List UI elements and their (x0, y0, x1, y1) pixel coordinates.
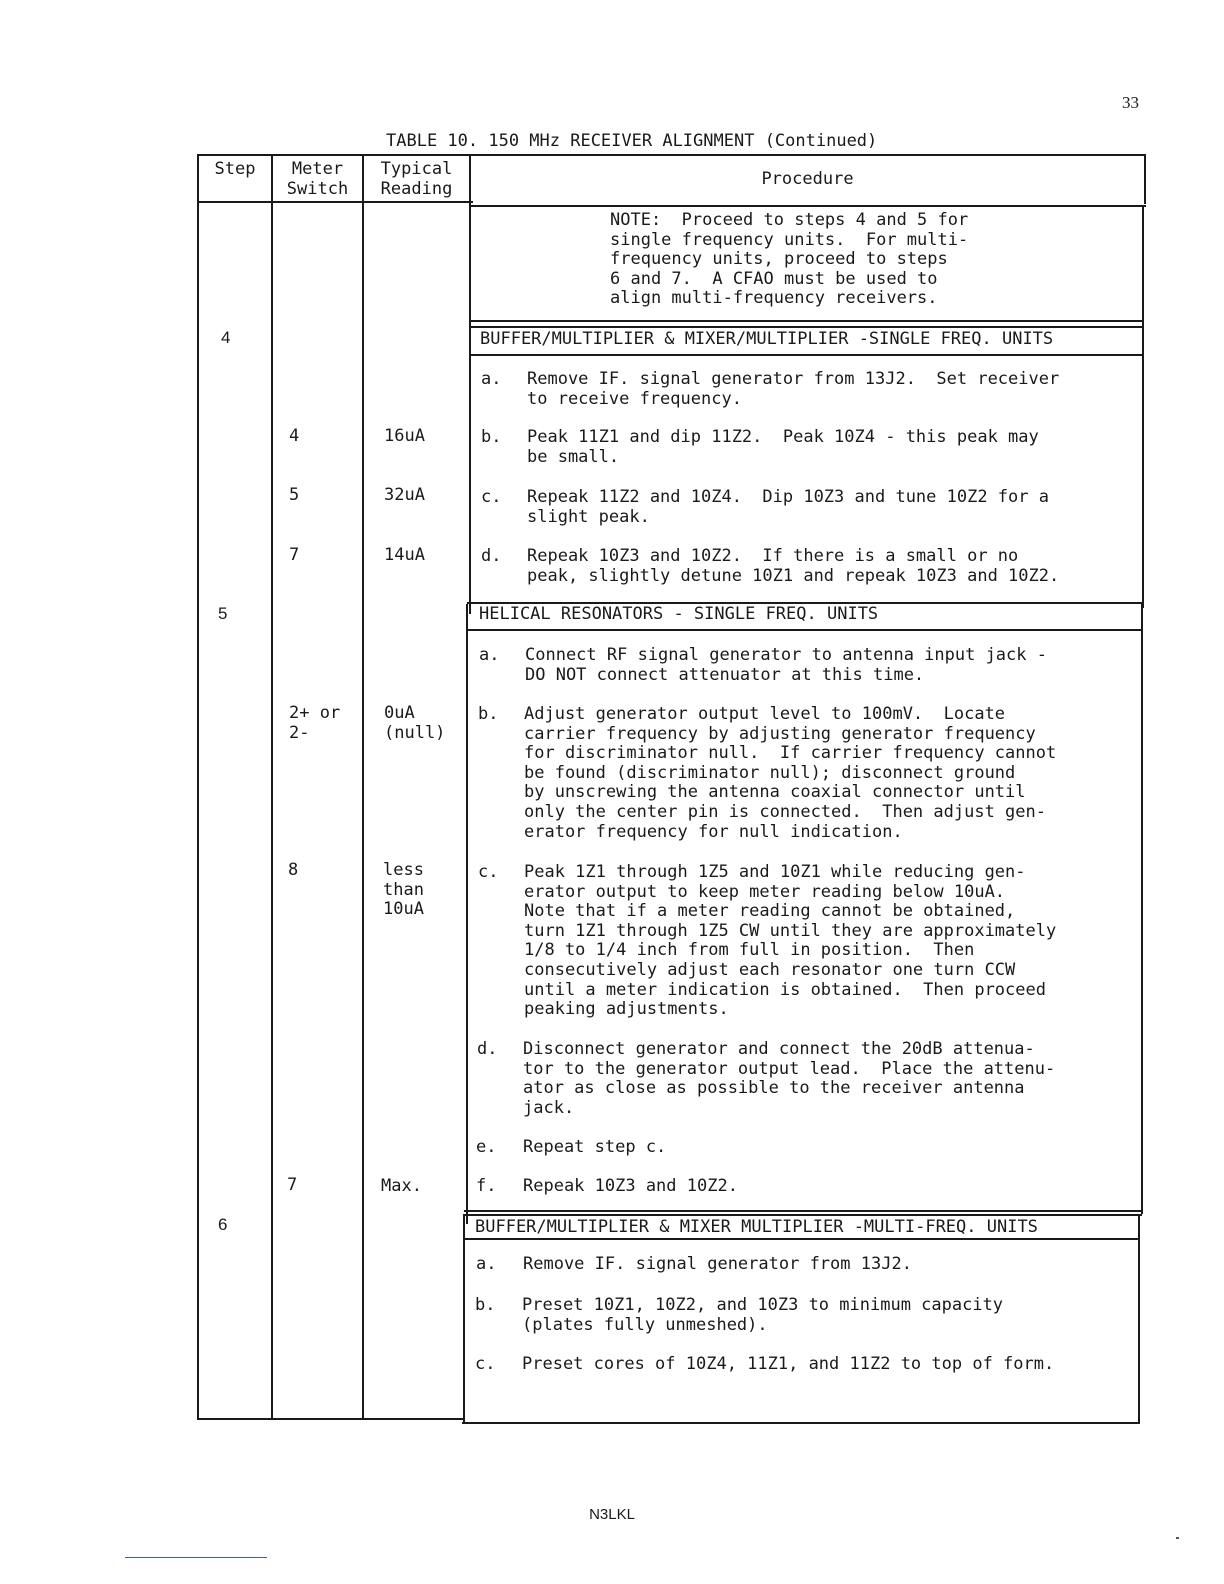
header-procedure: Procedure (761, 169, 854, 189)
s5-f-letter: f. (476, 1176, 497, 1196)
s5-d-text: Disconnect generator and connect the 20dB attenua- tor to the generator output lead. Place the attenu- ator as close as possible to the receiver antenna jack. (523, 1039, 1056, 1118)
s6-c-letter: c. (475, 1354, 496, 1374)
s6-c-text: Preset cores of 10Z4, 11Z1, and 11Z2 to top of form. (522, 1354, 1055, 1374)
s5-b-meter: 2+ or 2- (289, 703, 341, 743)
table-bottom-border-left (197, 1418, 464, 1420)
s4-b-letter: b. (481, 427, 502, 447)
s5-c-letter: c. (478, 862, 499, 882)
s4-d-meter: 7 (289, 545, 300, 565)
s4-b-text: Peak 11Z1 and dip 11Z2. Peak 10Z4 - this peak may be small. (527, 427, 1039, 467)
s4-c-text: Repeak 11Z2 and 10Z4. Dip 10Z3 and tune 10Z2 for a slight peak. (527, 487, 1049, 527)
header-divider-right (471, 205, 1146, 207)
header-divider-left (197, 201, 473, 203)
s5-a-letter: a. (479, 645, 500, 665)
right-border-s4 (1142, 320, 1144, 608)
s5-f-text: Repeak 10Z3 and 10Z2. (523, 1176, 738, 1196)
s6-b-letter: b. (475, 1295, 496, 1315)
note-text: NOTE: Proceed to steps 4 and 5 for single frequency units. For multi- frequency units, proceed to steps 6 and 7. A CFAO must be used to align multi-frequency receivers. (610, 210, 969, 309)
s4-b-reading: 16uA (384, 426, 425, 446)
s5-a-text: Connect RF signal generator to antenna input jack - DO NOT connect attenuator at this time. (525, 645, 1047, 685)
s5-e-text: Repeat step c. (523, 1137, 667, 1157)
s5-b-letter: b. (478, 704, 499, 724)
s5-b-reading: 0uA (null) (384, 703, 446, 743)
s4-c-reading: 32uA (384, 485, 425, 505)
header-typical-reading: Typical Reading (380, 159, 453, 199)
s6-title-top-line-b (464, 1214, 1142, 1216)
s4-title-top-line (469, 326, 1144, 328)
s5-c-reading: less than 10uA (383, 860, 424, 920)
s4-a-letter: a. (481, 369, 502, 389)
s4-d-letter: d. (481, 546, 502, 566)
s4-d-reading: 14uA (384, 545, 425, 565)
table-left-border (197, 154, 199, 1420)
table-top-border (197, 154, 1146, 156)
table-bottom-border-right (462, 1422, 1140, 1424)
s4-title-bottom-line (469, 354, 1144, 356)
s6-title-bottom-line (464, 1238, 1140, 1240)
col-line-2 (362, 154, 364, 1420)
header-step: Step (214, 159, 256, 179)
s4-c-letter: c. (481, 487, 502, 507)
col-line-3b (466, 604, 468, 1224)
s4-d-text: Repeak 10Z3 and 10Z2. If there is a small or no peak, slightly detune 10Z1 and repeak 10Z3 and 10Z2. (527, 546, 1060, 586)
right-border-s5 (1141, 602, 1143, 1214)
table-title: TABLE 10. 150 MHz RECEIVER ALIGNMENT (Continued) (386, 131, 878, 151)
col-line-1 (271, 154, 273, 1420)
step-number-4: 4 (221, 328, 231, 347)
s6-a-letter: a. (476, 1254, 497, 1274)
s5-c-meter: 8 (288, 860, 299, 880)
col-line-3a (469, 154, 471, 614)
s6-title-top-line-a (464, 1210, 1142, 1212)
footer-link-underline (125, 1557, 267, 1558)
step-number-5: 5 (218, 604, 228, 623)
page-number: 33 (1122, 93, 1139, 112)
right-border-s6 (1138, 1214, 1140, 1424)
s5-d-letter: d. (477, 1039, 498, 1059)
s6-a-text: Remove IF. signal generator from 13J2. (523, 1254, 912, 1274)
section-title-s4: BUFFER/MULTIPLIER & MIXER/MULTIPLIER -SINGLE FREQ. UNITS (480, 329, 1054, 349)
s5-c-text: Peak 1Z1 through 1Z5 and 10Z1 while reducing gen- erator output to keep meter reading below 10uA. Note that if a meter reading cannot be obtained, turn 1Z1 through 1Z5 CW until they are approximately 1/8 to 1/4 inch from full in position. Then consecutively adjust each resonator one turn CCW until a meter indication is obtained. Then proceed peaking adjustments. (524, 862, 1057, 1020)
s5-title-bottom-line (467, 629, 1143, 631)
section-title-s6: BUFFER/MULTIPLIER & MIXER MULTIPLIER -MULTI-FREQ. UNITS (475, 1217, 1038, 1237)
note-bottom-line (469, 320, 1144, 322)
right-border-header (1144, 154, 1146, 204)
s4-a-text: Remove IF. signal generator from 13J2. Set receiver to receive frequency. (527, 369, 1060, 409)
step-number-6: 6 (218, 1215, 228, 1234)
section-title-s5: HELICAL RESONATORS - SINGLE FREQ. UNITS (479, 604, 879, 624)
s5-f-reading: Max. (381, 1176, 422, 1196)
s6-b-text: Preset 10Z1, 10Z2, and 10Z3 to minimum capacity (plates fully unmeshed). (522, 1295, 1004, 1335)
footer-callsign: N3LKL (589, 1506, 635, 1523)
s5-e-letter: e. (476, 1137, 497, 1157)
s5-b-text: Adjust generator output level to 100mV. Locate carrier frequency by adjusting generator frequency for discriminator null. If carrier frequency cannot be found (discriminator null); disconnect ground by unscrewing the antenna coaxial connector until only the center pin is connected. Then adjust gen- erator frequency for null indication. (524, 704, 1057, 842)
margin-dot (1176, 1537, 1179, 1539)
header-meter-switch: Meter Switch (286, 159, 349, 199)
right-border-note (1142, 205, 1144, 325)
col-line-3c (463, 1214, 465, 1424)
s4-c-meter: 5 (289, 485, 300, 505)
s4-b-meter: 4 (289, 426, 300, 446)
s5-f-meter: 7 (287, 1175, 298, 1195)
